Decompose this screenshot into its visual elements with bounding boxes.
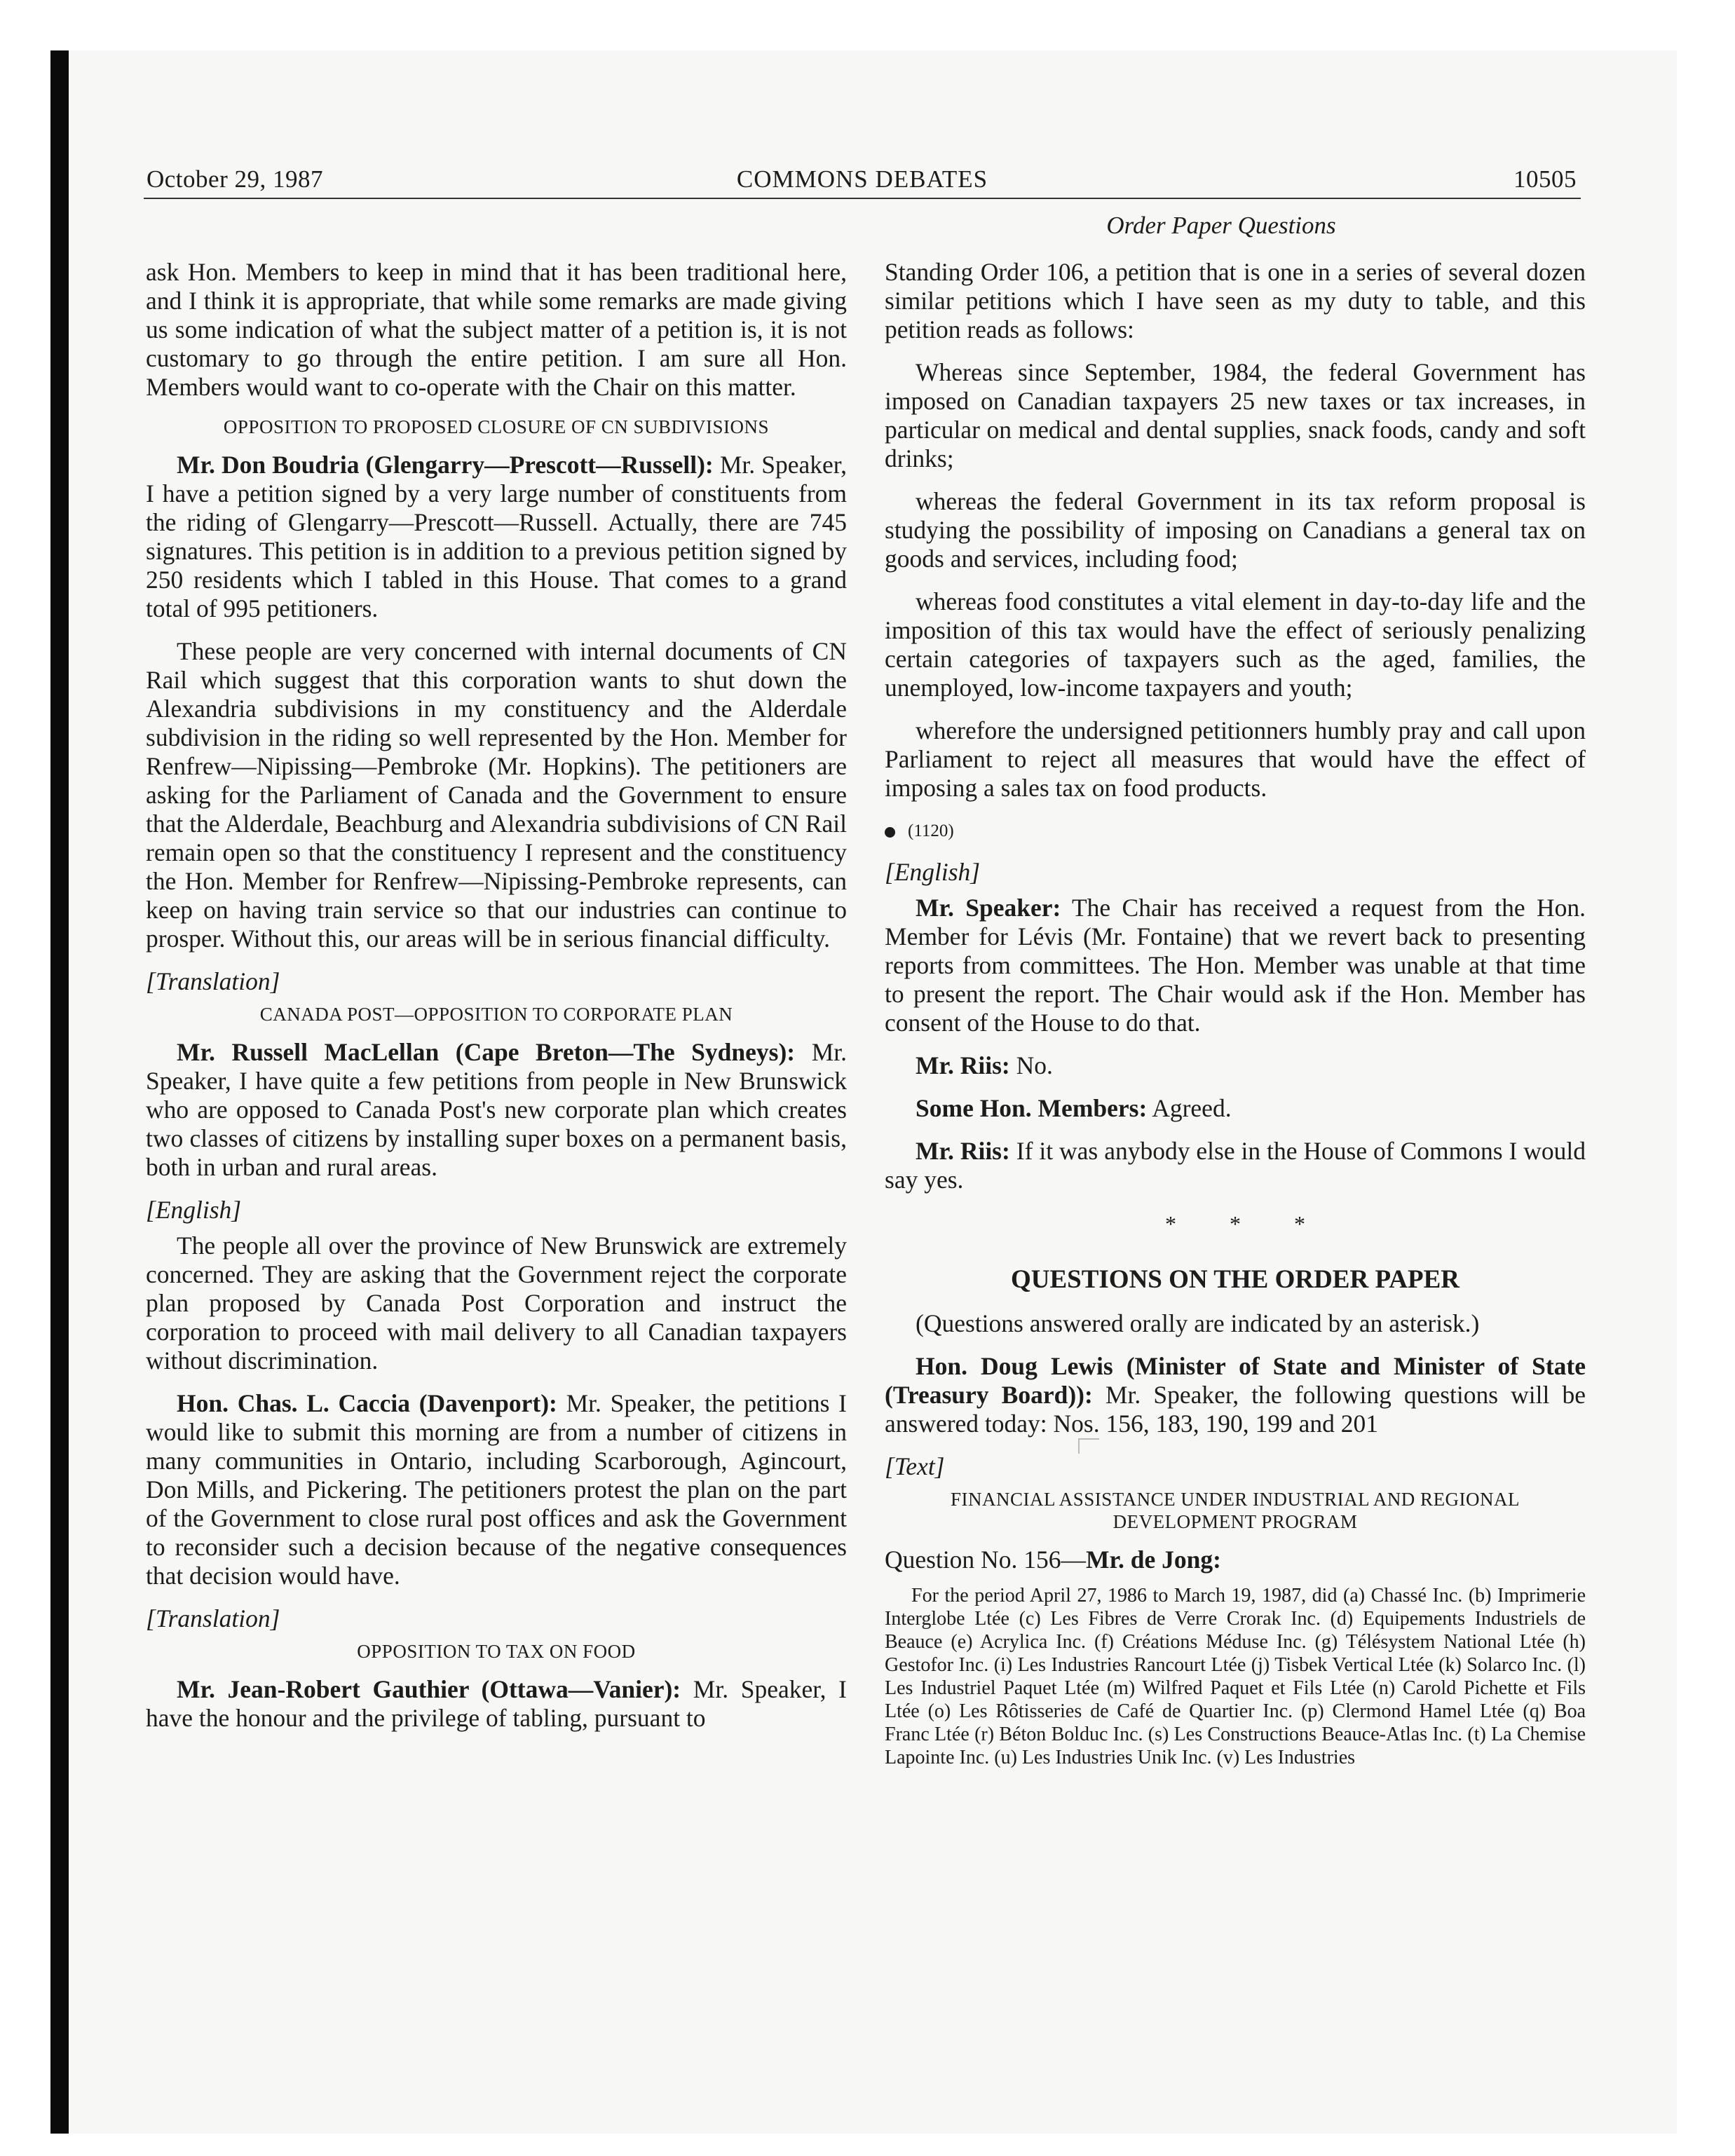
header-date: October 29, 1987	[147, 165, 323, 193]
left-column	[146, 258, 847, 1747]
question-member: Mr. de Jong:	[1085, 1546, 1221, 1574]
speech	[146, 451, 847, 623]
speech-text: Mr. Speaker, the petitions I would like to submit this morning are from a number of citizens in many communities in Ontario, including Scarborough, Agincourt, Don Mills, and Pickering. The petitioners protest the plan on the part of the Government to close rural post offices and ask the Government to reconsider such a decision because of the negative consequences that decision would have.	[146, 1389, 848, 1590]
speech-text: Mr. Speaker, I have quite a few petitions from people in New Brunswick who are opposed to Canada Post's new corporate plan which creates two classes of citizens by installing super boxes on a permanent basis, both in urban and rural areas.	[146, 1038, 847, 1181]
speaker-name: Hon. Chas. L. Caccia (Davenport):	[177, 1389, 557, 1417]
speech-text: Mr. Speaker, the following questions will be answered today: Nos. 156, 183, 190, 199 and 201	[885, 1381, 1586, 1438]
section-heading: CANADA POST—OPPOSITION TO CORPORATE PLAN	[259, 1004, 733, 1025]
speaker-name: Some Hon. Members:	[916, 1094, 1148, 1122]
header-page-number: 10505	[1513, 165, 1577, 193]
language-marker: [Translation]	[146, 967, 280, 995]
question-text: For the period April 27, 1986 to March 19, 1987, did (a) Chassé Inc. (b) Imprimerie Interglobe Ltée (c) Les Fibres de Verre Crorak Inc. (d) Equipements Industriels de Beauce (e) Acrylica Inc. (f) Créations Méduse Inc. (g) Télésystem National Ltée (h) Gestofor Inc. (i) Les Industries Rancourt Ltée (j) Tisbek Vertical Ltée (k) Solarco Inc. (l) Les Industriel Paquet Ltée (m) Wilfred Paquet et Fils Ltée (n) Carold Pichette et Fils Ltée (o) Les Rôtisseries de Café de Quartier Inc. (p) Clermond Hamel Ltée (q) Boa Franc Ltée (r) Béton Bolduc Inc. (s) Les Constructions Beauce-Atlas Inc. (t) La Chemise Lapointe Inc. (u) Les Industries Unik Inc. (v) Les Industries	[885, 1585, 1586, 1768]
language-marker: [English]	[146, 1196, 242, 1224]
time-marker-text: (1120)	[908, 821, 954, 840]
language-marker: [Text]	[885, 1452, 945, 1480]
question-line	[885, 1546, 1586, 1574]
language-marker: [English]	[885, 858, 981, 886]
speaker-name: Hon. Doug Lewis (Minister of State and Minister of State (Treasury Board)):	[885, 1352, 1586, 1409]
speech	[146, 1675, 847, 1733]
running-title: Order Paper Questions	[1106, 212, 1336, 239]
paragraph: The people all over the province of New Brunswick are extremely concerned. They are asking that the Government reject the corporate plan proposed by Canada Post Corporation and instruct the corporation to proceed with mail delivery to all Canadian taxpayers without discrimination.	[146, 1231, 847, 1374]
speech	[885, 1094, 1586, 1123]
speech	[885, 1137, 1586, 1194]
speaker-name: Mr. Russell MacLellan (Cape Breton—The Sydneys):	[177, 1038, 796, 1066]
speech-text: Mr. Speaker, I have the honour and the privilege of tabling, pursuant to	[146, 1675, 847, 1732]
speaker-name: Mr. Riis:	[916, 1137, 1010, 1165]
petition-clause: whereas the federal Government in its tax reform proposal is studying the possibility of imposing on Canadians a general tax on goods and services, including food;	[885, 487, 1586, 573]
speech-text: Agreed.	[1152, 1094, 1232, 1122]
section-title: QUESTIONS ON THE ORDER PAPER	[1010, 1265, 1460, 1294]
bullet-icon	[885, 827, 895, 838]
question-label: Question No. 156—	[885, 1546, 1086, 1574]
speech-text: If it was anybody else in the House of Commons I would say yes.	[885, 1137, 1586, 1194]
speech-text: The Chair has received a request from the Hon. Member for Lévis (Mr. Fontaine) that we revert back to presenting reports from committees. The Hon. Member was unable at that time to present the report. The Chair would ask if the Hon. Member has consent of the House to do that.	[885, 894, 1586, 1037]
paragraph: These people are very concerned with internal documents of CN Rail which suggest that this corporation wants to shut down the Alexandria subdivisions in my constituency and the Alderdale subdivision in the riding so well represented by the Hon. Member for Renfrew—Nipissing—Pembroke (Mr. Hopkins). The petitioners are asking for the Parliament of Canada and the Government to ensure that the Alderdale, Beachburg and Alexandria subdivisions of CN Rail remain open so that the constituency I represent and the constituency the Hon. Member for Renfrew—Nipissing-Pembroke represents, can keep on having train service so that our industries can continue to prosper. Without this, our areas will be in serious financial difficulty.	[146, 637, 847, 953]
speech	[885, 894, 1586, 1037]
section-heading: OPPOSITION TO TAX ON FOOD	[357, 1641, 636, 1662]
speech-text: Mr. Speaker, I have a petition signed by a very large number of constituents from the riding of Glengarry—Prescott—Russell. Actually, there are 745 signatures. This petition is in addition to a previous petition signed by 250 residents which I tabled in this House. That comes to a grand total of 995 petitioners.	[146, 451, 847, 622]
scan-edge-shadow	[50, 50, 69, 2134]
speech	[146, 1038, 847, 1182]
language-marker: [Translation]	[146, 1604, 280, 1632]
section-separator: * * *	[1165, 1211, 1329, 1236]
speech	[885, 1352, 1586, 1438]
petition-clause: whereas food constitutes a vital element in day-to-day life and the imposition of this tax would have the effect of seriously penalizing certain categories of taxpayers such as the aged, families, the unemployed, low-income taxpayers and youth;	[885, 587, 1586, 702]
header-journal-title: COMMONS DEBATES	[736, 165, 988, 193]
speaker-name: Mr. Speaker:	[916, 894, 1061, 922]
scan-artifact	[1078, 1438, 1099, 1454]
speech	[146, 1389, 847, 1590]
page-header	[144, 161, 1581, 199]
section-heading: OPPOSITION TO PROPOSED CLOSURE OF CN SUBDIVISIONS	[223, 416, 770, 437]
paragraph: Standing Order 106, a petition that is one in a series of several dozen similar petitions which I have seen as my duty to table, and this petition reads as follows:	[885, 258, 1586, 343]
right-column	[885, 258, 1586, 1783]
petition-clause: Whereas since September, 1984, the federal Government has imposed on Canadian taxpayers 25 new taxes or tax increases, in particular on medical and dental supplies, snack foods, candy and soft drinks;	[885, 358, 1586, 472]
speaker-name: Mr. Don Boudria (Glengarry—Prescott—Russell):	[177, 451, 714, 479]
time-marker	[885, 817, 1586, 845]
speaker-name: Mr. Riis:	[916, 1051, 1010, 1079]
speech	[885, 1051, 1586, 1080]
speech-text: No.	[1016, 1051, 1053, 1079]
speaker-name: Mr. Jean-Robert Gauthier (Ottawa—Vanier):	[177, 1675, 681, 1703]
petition-clause: wherefore the undersigned petitionners humbly pray and call upon Parliament to reject all measures that would have the effect of imposing a sales tax on food products.	[885, 716, 1586, 802]
section-heading: FINANCIAL ASSISTANCE UNDER INDUSTRIAL AND REGIONAL DEVELOPMENT PROGRAM	[950, 1489, 1520, 1532]
note: (Questions answered orally are indicated by an asterisk.)	[916, 1309, 1480, 1337]
paragraph: ask Hon. Members to keep in mind that it has been traditional here, and I think it is appropriate, that while some remarks are made giving us some indication of what the subject matter of a petition is, it is not customary to go through the entire petition. I am sure all Hon. Members would want to co-operate with the Chair on this matter.	[146, 258, 847, 401]
